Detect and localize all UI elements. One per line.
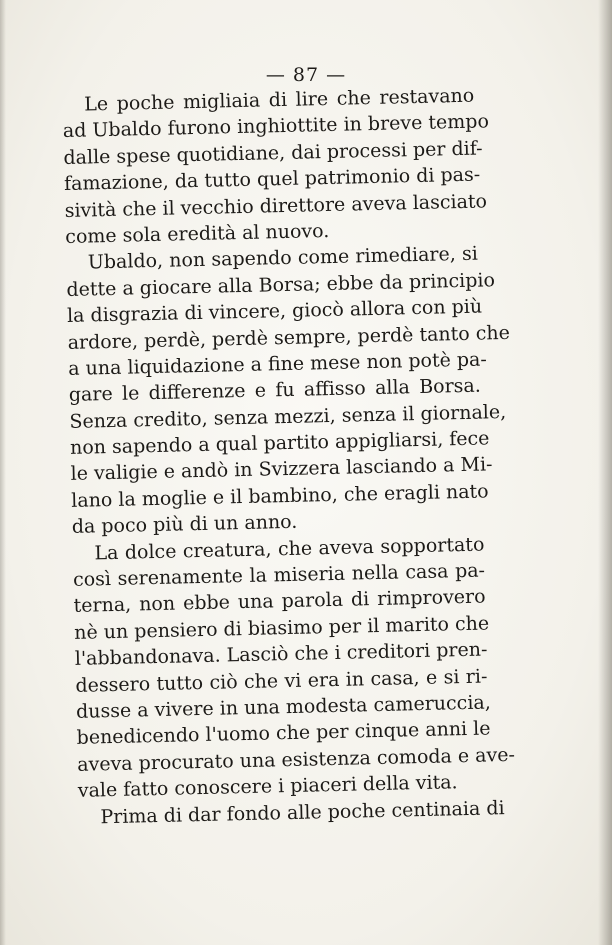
text-line: non sapendo a qual partito appigliarsi, fece [69, 427, 490, 459]
text-line: ad Ubaldo furono inghiottite in breve tempo [62, 110, 490, 143]
text-line: Ubaldo, non sapendo come rimediare, si [87, 242, 479, 274]
text-line: famazione, da tutto quel patrimonio di pas- [63, 163, 481, 196]
text-line: ardore, perdè, perdè sempre, perdè tanto che [67, 321, 511, 354]
text-line: Senza credito, senza mezzi, senza il giornale, [69, 400, 507, 433]
page-binding-shadow [598, 0, 612, 945]
text-line: benedicendo l'uomo che per cinque anni le [76, 717, 491, 750]
text-line: Le poche migliaia di lire che restavano [84, 84, 475, 116]
text-line: dette a giocare alla Borsa; ebbe da principio [66, 268, 496, 301]
text-line: a una liquidazione a fine mese non potè pa- [68, 348, 488, 380]
text-line: terna, non ebbe una parola di rimprovero [73, 585, 486, 618]
text-line: La dolce creatura, che aveva sopportato [94, 533, 485, 565]
text-line: dusse a vivere in una modesta cameruccia, [75, 691, 492, 723]
text-line: la disgrazia di vincere, giocò allora con più [66, 295, 483, 328]
text-line: l'abbandonava. Lasciò che i creditori pren- [74, 638, 488, 671]
body-text [62, 83, 516, 831]
page-left-edge [0, 0, 6, 945]
text-line: Prima di dar fondo alle poche centinaia di [100, 796, 505, 828]
page-number: — 87 — [265, 64, 347, 86]
text-line: le valigie e andò in Svizzera lasciando a Mi- [70, 453, 493, 486]
text-line: da poco più di un anno. [71, 511, 298, 539]
text-line: dessero tutto ciò che vi era in casa, e si ri- [75, 665, 488, 697]
text-line: vale fatto conoscere i piaceri della vita. [77, 771, 458, 802]
text-line: lano la moglie e il bambino, che eragli nato [71, 480, 489, 512]
text-line: aveva procurato una esistenza comoda e ave- [77, 743, 516, 776]
text-line: gare le differenze e fu affisso alla Borsa. [68, 374, 482, 407]
text-line: sività che il vecchio direttore aveva lasciato [64, 189, 488, 222]
text-line: dalle spese quotidiane, dai processi per dif- [63, 137, 483, 169]
text-line: come sola eredità al nuovo. [65, 219, 330, 248]
text-line: così serenamente la miseria nella casa pa- [72, 559, 486, 591]
text-line: nè un pensiero di biasimo per il marito che [74, 612, 490, 644]
